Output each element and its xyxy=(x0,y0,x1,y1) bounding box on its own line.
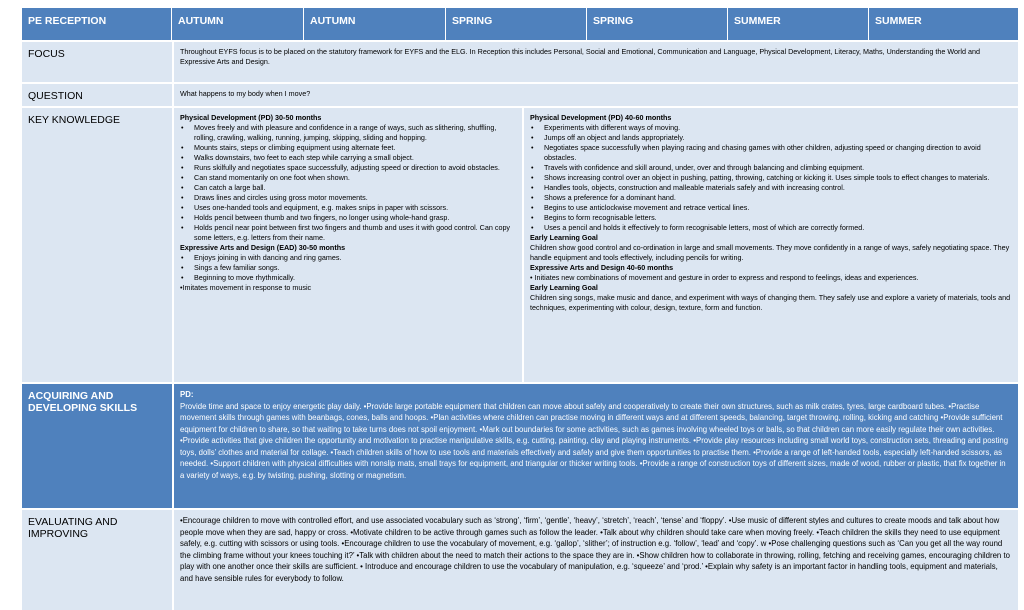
list-item: • Draws lines and circles using gross motor movements. xyxy=(194,193,516,203)
evaluating-row xyxy=(22,508,1018,610)
kk-right-ead-heading: Expressive Arts and Design 40-60 months xyxy=(530,263,674,272)
list-item: • Experiments with different ways of moving. xyxy=(544,123,1012,133)
list-item: • Holds pencil between thumb and two fingers, no longer using whole-hand grasp. xyxy=(194,213,516,223)
kk-left-pd-heading: Physical Development (PD) 30-50 months xyxy=(180,113,322,122)
acquiring-row xyxy=(22,382,1018,508)
kk-right-pd-heading: Physical Development (PD) 40-60 months xyxy=(530,113,672,122)
question-row xyxy=(22,82,1018,106)
kk-right-column xyxy=(524,108,1018,382)
kk-right-ead-text: • Initiates new combinations of movement and gesture in order to express and respond to feelings, ideas and experiences. xyxy=(530,273,919,282)
acquiring-text: Provide time and space to enjoy energetic play daily. •Provide large portable equipment that children can move about safely and cooperatively to create their own structures, such as milk crates, tyres, large cardboard tubes. •Practise movement skills through games with beanbags, cones, balls and hoops. •Plan activities where children can practise moving in different ways and at different speeds, balancing, target throwing, rolling, kicking and catching •Provide sufficient equipment for children to share, so that waiting to take turns does not spoil enjoyment. •Mark out boundaries for some activities, such as games involving wheeled toys or balls, so that children can more easily regulate their own activities. •Provide activities that give children the opportunity and motivation to practise manipulative skills, e.g. cutting, painting, clay and playing instruments. •Provide play resources including small world toys, construction sets, threading and posting toys, dolls’ clothes and material for collage. •Teach children skills of how to use tools and materials effectively and safely and give them opportunities to practise them. •Provide a range of left-handed tools, especially left-handed scissors, as needed. •Support children with physical difficulties with nonslip mats, small trays for equipment, and triangular or thicker writing tools. •Provide a range of construction toys of different sizes, made of wood, rubber or plastic, that fix together in a variety of ways, e.g. by twisting, pushing, slotting or magnetism. xyxy=(180,401,1009,480)
list-item: • Shows increasing control over an object in pushing, patting, throwing, catching or kicking it. Uses simple tools to effect changes to materials. xyxy=(544,173,1012,183)
list-item: • Mounts stairs, steps or climbing equipment using alternate feet. xyxy=(194,143,516,153)
focus-label: FOCUS xyxy=(22,42,172,82)
focus-text: Throughout EYFS focus is to be placed on the statutory framework for EYFS and the ELG. In Reception this includes Personal, Social and Emotional, Communication and Language, Physical Development, Literacy, Maths, Understanding the World and Expressive Arts and Design. xyxy=(172,42,1018,82)
kk-left-ead-last: •Imitates movement in response to music xyxy=(180,283,312,292)
acquiring-label: ACQUIRING AND DEVELOPING SKILLS xyxy=(22,384,172,508)
kk-left-column xyxy=(174,108,524,382)
kk-right-elg1-text: Children show good control and co-ordination in large and small movements. They move confidently in a range of ways, safely negotiating space. They handle equipment and tools effectively, including pencils for writing. xyxy=(530,243,1010,262)
list-item: • Jumps off an object and lands appropriately. xyxy=(544,133,1012,143)
question-label: QUESTION xyxy=(22,84,172,106)
list-item: • Uses a pencil and holds it effectively to form recognisable letters, most of which are correctly formed. xyxy=(544,223,1012,233)
kk-left-pd-list xyxy=(180,123,516,243)
table-title: PE RECEPTION xyxy=(22,8,172,40)
kk-right-elg2-text: Children sing songs, make music and dance, and experiment with ways of changing them. They safely use and explore a variety of materials, tools and techniques, experimenting with colour, design, texture, form and function. xyxy=(530,293,1011,312)
key-knowledge-label: KEY KNOWLEDGE xyxy=(22,108,172,382)
col-header-spring-1: SPRING xyxy=(446,8,587,40)
list-item: • Travels with confidence and skill around, under, over and through balancing and climbing equipment. xyxy=(544,163,1012,173)
header-row xyxy=(22,8,1018,40)
list-item: • Holds pencil near point between first two fingers and thumb and uses it with good control. Can copy some letters, e.g. letters from their name. xyxy=(194,223,516,243)
question-text: What happens to my body when I move? xyxy=(172,84,1018,106)
list-item: • Can stand momentarily on one foot when shown. xyxy=(194,173,516,183)
key-knowledge-row xyxy=(22,106,1018,382)
list-item: • Enjoys joining in with dancing and ring games. xyxy=(194,253,516,263)
kk-right-pd-list xyxy=(530,123,1012,233)
list-item: • Moves freely and with pleasure and confidence in a range of ways, such as slithering, shuffling, rolling, crawling, walking, running, jumping, skipping, sliding and hopping. xyxy=(194,123,516,143)
key-knowledge-content xyxy=(172,108,1018,382)
list-item: • Handles tools, objects, construction and malleable materials safely and with increasing control. xyxy=(544,183,1012,193)
kk-right-elg2-heading: Early Learning Goal xyxy=(530,283,598,292)
kk-right-elg1-heading: Early Learning Goal xyxy=(530,233,598,242)
list-item: • Can catch a large ball. xyxy=(194,183,516,193)
col-header-summer-1: SUMMER xyxy=(728,8,869,40)
acquiring-heading: PD: xyxy=(180,390,194,399)
list-item: • Uses one-handed tools and equipment, e.g. makes snips in paper with scissors. xyxy=(194,203,516,213)
list-item: • Beginning to move rhythmically. xyxy=(194,273,516,283)
list-item: • Sings a few familiar songs. xyxy=(194,263,516,273)
col-header-autumn-1: AUTUMN xyxy=(172,8,304,40)
list-item: • Begins to use anticlockwise movement and retrace vertical lines. xyxy=(544,203,1012,213)
kk-left-ead-heading: Expressive Arts and Design (EAD) 30-50 months xyxy=(180,243,346,252)
col-header-autumn-2: AUTUMN xyxy=(304,8,446,40)
list-item: • Walks downstairs, two feet to each step while carrying a small object. xyxy=(194,153,516,163)
evaluating-label: EVALUATING AND IMPROVING xyxy=(22,510,172,610)
list-item: • Shows a preference for a dominant hand. xyxy=(544,193,1012,203)
acquiring-content xyxy=(172,384,1018,508)
list-item: • Begins to form recognisable letters. xyxy=(544,213,1012,223)
list-item: • Negotiates space successfully when playing racing and chasing games with other children, adjusting speed or changing direction to avoid obstacles. xyxy=(544,143,1012,163)
col-header-summer-2: SUMMER xyxy=(869,8,1018,40)
col-header-spring-2: SPRING xyxy=(587,8,728,40)
evaluating-text: •Encourage children to move with controlled effort, and use associated vocabulary such as ‘strong’, ‘firm’, ‘gentle’, ‘heavy’, ‘stretch’, ‘reach’, ‘tense’ and ‘floppy’. •Use music of different styles and cultures to create moods and talk about how people move when they are sad, happy or cross. •Motivate children to be active through games such as follow the leader. •Talk about why children should take care when moving freely. •Teach children the skills they need to use equipment safely, e.g. cutting with scissors or using tools. •Encourage children to use the vocabulary of movement, e.g. ‘gallop’, ‘slither’; of instruction e.g. ‘follow’, ‘lead’ and ‘copy’. w •Pose challenging questions such as ‘Can you get all the way round the climbing frame without your knees touching it?’ •Talk with children about the need to match their actions to the space they are in. •Show children how to collaborate in throwing, rolling, fetching and receiving games, encouraging children to play with one another once their skills are sufficient. • Introduce and encourage children to use the vocabulary of manipulation, e.g. ‘squeeze’ and ‘prod.’ •Explain why safety is an important factor in handling tools, equipment and materials, and have sensible rules for everybody to follow. xyxy=(172,510,1018,610)
kk-left-ead-list xyxy=(180,253,516,283)
pe-reception-table xyxy=(22,8,1018,610)
focus-row xyxy=(22,40,1018,82)
list-item: • Runs skilfully and negotiates space successfully, adjusting speed or direction to avoid obstacles. xyxy=(194,163,516,173)
